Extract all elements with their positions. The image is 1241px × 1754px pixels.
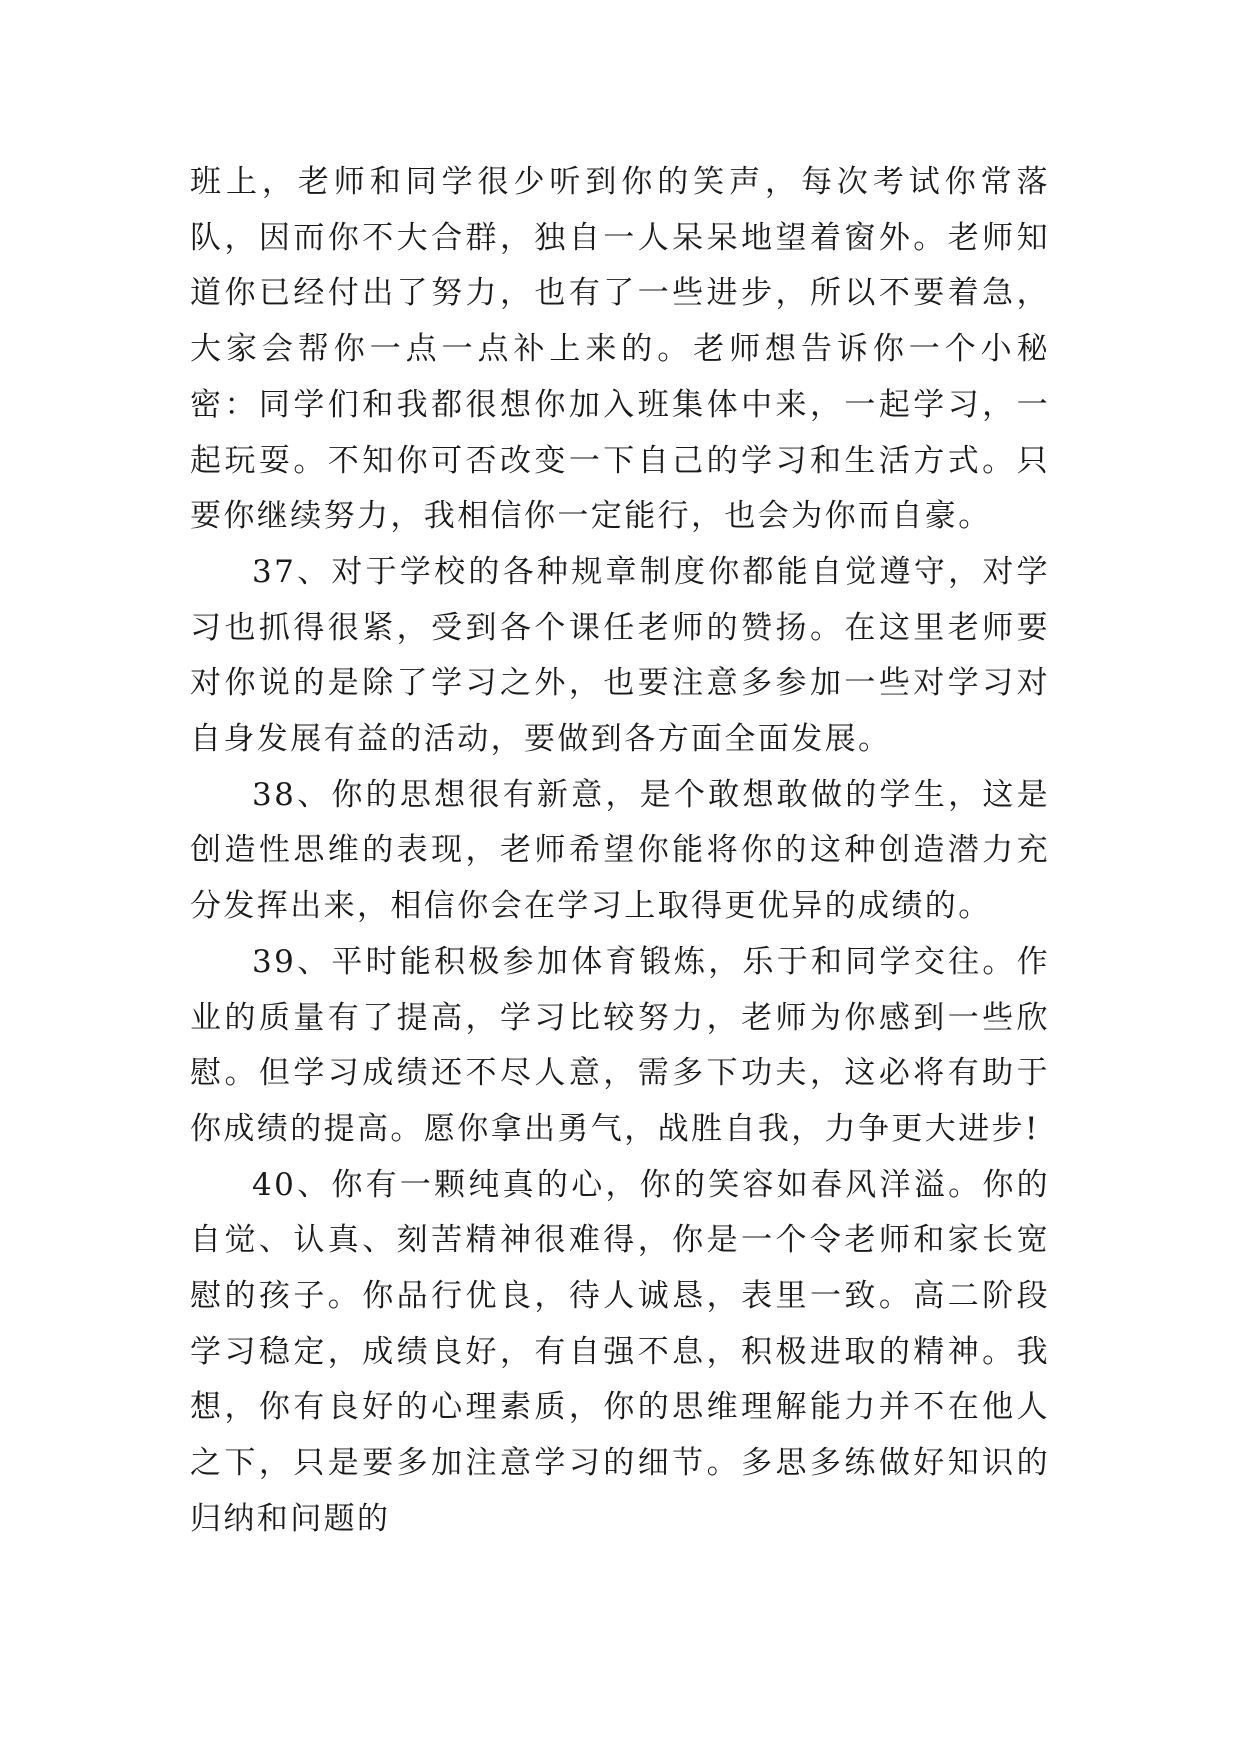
document-body xyxy=(190,155,1050,1548)
paragraph-item-40: 40、你有一颗纯真的心，你的笑容如春风洋溢。你的自觉、认真、刻苦精神很难得，你是一个令老师和家长宽慰的孩子。你品行优良，待人诚恳，表里一致。高二阶段学习稳定，成绩良好，有自强不息，积极进取的精神。我想，你有良好的心理素质，你的思维理解能力并不在他人之下，只是要多加注意学习的细节。多思多练做好知识的归纳和问题的 xyxy=(190,1166,1050,1537)
paragraph-continuation: 班上，老师和同学很少听到你的笑声，每次考试你常落队，因而你不大合群，独自一人呆呆地望着窗外。老师知道你已经付出了努力，也有了一些进步，所以不要着急，大家会帮你一点一点补上来的。老师想告诉你一个小秘密：同学们和我都很想你加入班集体中来，一起学习，一起玩耍。不知你可否改变一下自己的学习和生活方式。只要你继续努力，我相信你一定能行，也会为你而自豪。 xyxy=(190,164,1050,535)
paragraph-item-38: 38、你的思想很有新意，是个敢想敢做的学生，这是创造性思维的表现，老师希望你能将你的这种创造潜力充分发挥出来，相信你会在学习上取得更优异的成绩的。 xyxy=(190,776,1050,925)
paragraph-item-37: 37、对于学校的各种规章制度你都能自觉遵守，对学习也抓得很紧，受到各个课任老师的赞扬。在这里老师要对你说的是除了学习之外，也要注意多参加一些对学习对自身发展有益的活动，要做到各方面全面发展。 xyxy=(190,553,1050,758)
paragraph-item-39: 39、平时能积极参加体育锻炼，乐于和同学交往。作业的质量有了提高，学习比较努力，老师为你感到一些欣慰。但学习成绩还不尽人意，需多下功夫，这必将有助于你成绩的提高。愿你拿出勇气，战胜自我，力争更大进步! xyxy=(190,943,1050,1147)
